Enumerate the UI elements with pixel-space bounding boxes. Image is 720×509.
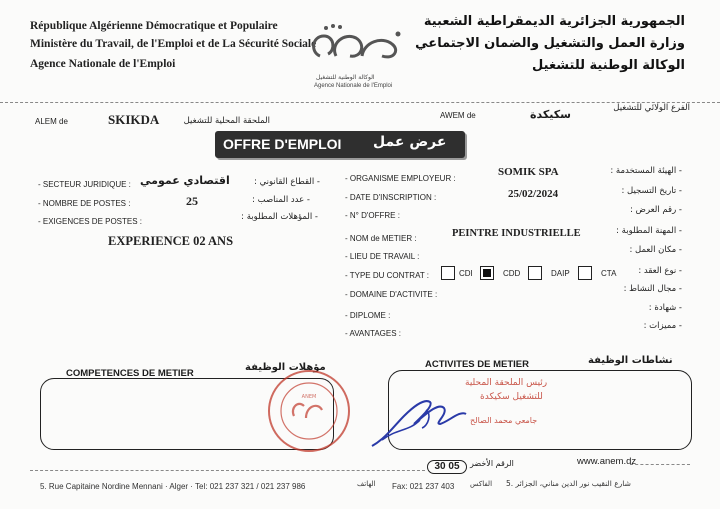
title-banner <box>215 131 465 158</box>
handwritten-signature <box>368 380 478 452</box>
date-value: 25/02/2024 <box>508 188 559 200</box>
svg-text:ANEM: ANEM <box>301 394 317 400</box>
organisme-value: SOMIK SPA <box>498 166 559 178</box>
metier-label: - NOM de METIER : <box>345 234 417 243</box>
avantages-label: - AVANTAGES : <box>345 329 402 338</box>
contract-cdi-checkbox[interactable] <box>441 266 455 280</box>
contrat-label-ar: - نوع العقد : <box>638 266 682 276</box>
green-number-label-ar: الرقم الأخضر <box>470 459 514 468</box>
awem-value: سكيكدة <box>530 108 571 121</box>
title-ar: عرض عمل <box>373 134 447 150</box>
competences-heading-ar: مؤهلات الوظيفة <box>245 362 326 373</box>
metier-value: PEINTRE INDUSTRIELLE <box>452 228 581 239</box>
anem-logo <box>300 16 420 96</box>
contrat-label: - TYPE DU CONTRAT : <box>345 271 430 280</box>
secteur-label: - SECTEUR JURIDIQUE : <box>38 180 131 189</box>
header-ar-line2: وزارة العمل والتشغيل والضمان الاجتماعي <box>415 36 685 51</box>
exigences-label: - EXIGENCES DE POSTES : <box>38 217 143 226</box>
alem-value: SKIKDA <box>108 112 160 127</box>
header-fr-line3: Agence Nationale de l'Emploi <box>30 58 176 70</box>
stamp-text-line3: جامعي محمد الصالح <box>470 416 538 425</box>
footer-dashed-line-left <box>30 470 425 471</box>
postes-label-ar: - عدد المناصب : <box>252 195 310 205</box>
footer-tel-ar: الهاتف <box>357 480 376 488</box>
organisme-label-ar: - الهيئة المستخدمة : <box>610 166 682 176</box>
exigences-value: EXPERIENCE 02 ANS <box>108 234 234 248</box>
offre-label-ar: - رقم العرض : <box>630 205 682 215</box>
contract-daip-checkbox[interactable] <box>528 266 542 280</box>
awem-label-ar: الفرع الولائي للتشغيل <box>613 103 690 113</box>
activites-heading-ar: نشاطات الوظيفة <box>588 355 673 366</box>
lieu-label-ar: - مكان العمل : <box>629 245 682 255</box>
stamp-text-line2: للتشغيل سكيكدة <box>480 392 543 402</box>
signature-icon <box>368 380 478 452</box>
competences-heading-fr: COMPETENCES DE METIER <box>66 368 194 379</box>
footer-fax-ar: الفاكس <box>470 480 493 488</box>
header-ar-line3: الوكالة الوطنية للتشغيل <box>532 58 685 73</box>
contract-cdd-label: CDD <box>503 269 521 278</box>
header-fr-line1: République Algérienne Démocratique et Populaire <box>30 20 278 32</box>
logo-text-fr: Agence Nationale de l'Emploi <box>314 83 393 89</box>
avantages-label-ar: - مميزات : <box>643 321 682 331</box>
contract-cdd-checkbox[interactable] <box>480 266 494 280</box>
alem-label-ar: الملحقة المحلية للتشغيل <box>183 116 270 126</box>
footer-fax: Fax: 021 237 403 <box>392 482 455 491</box>
header-fr-line2: Ministère du Travail, de l'Emploi et de La Sécurité Sociale <box>30 38 317 50</box>
contract-daip-label: DAIP <box>551 269 570 278</box>
header-separator <box>0 102 720 103</box>
date-label: - DATE D'INSCRIPTION : <box>345 193 437 202</box>
activites-heading-fr: ACTIVITES DE METIER <box>425 359 529 370</box>
domaine-label-ar: - مجال النشاط : <box>623 284 682 294</box>
footer-dashed-line-right <box>630 464 690 465</box>
alem-label: ALEM de <box>35 117 68 126</box>
anem-logo-icon <box>300 16 420 72</box>
header-ar-line1: الجمهورية الجزائرية الديمقراطية الشعبية <box>423 14 685 29</box>
website: www.anem.dz <box>577 456 637 467</box>
official-round-stamp <box>266 368 352 454</box>
date-label-ar: - تاريخ التسجيل : <box>621 186 682 196</box>
contract-cdi-label: CDI <box>459 269 473 278</box>
secteur-label-ar: - القطاع القانوني : <box>254 177 320 187</box>
title-fr: OFFRE D'EMPLOI <box>223 136 342 152</box>
stamp-seal-icon <box>266 368 352 454</box>
footer-address-fr: 5. Rue Capitaine Nordine Mennani · Alger · Tel: 021 237 321 / 021 237 986 <box>40 482 306 491</box>
organisme-label: - ORGANISME EMPLOYEUR : <box>345 174 456 183</box>
lieu-label: - LIEU DE TRAVAIL : <box>345 252 420 261</box>
secteur-value: اقتصادي عمومي <box>140 174 230 187</box>
contract-cta-checkbox[interactable] <box>578 266 592 280</box>
offre-label: - N° D'OFFRE : <box>345 211 400 220</box>
metier-label-ar: - المهنة المطلوبة : <box>616 226 682 236</box>
exigences-label-ar: - المؤهلات المطلوبة : <box>241 212 318 222</box>
contract-cta-label: CTA <box>601 269 617 278</box>
diplome-label: - DIPLOME : <box>345 311 391 320</box>
postes-value: 25 <box>186 194 198 208</box>
logo-text-ar: الوكالة الوطنية للتشغيل <box>316 74 375 81</box>
green-number-badge: 30 05 <box>427 460 467 474</box>
diplome-label-ar: - شهادة : <box>648 303 682 313</box>
stamp-text-line1: رئيس الملحقة المحلية <box>465 378 548 388</box>
domaine-label: - DOMAINE D'ACTIVITE : <box>345 290 438 299</box>
postes-label: - NOMBRE DE POSTES : <box>38 199 131 208</box>
footer-address-ar: 5. شارع النقيب نور الدين مناني، الجزائر <box>506 479 631 488</box>
awem-label: AWEM de <box>440 111 476 120</box>
